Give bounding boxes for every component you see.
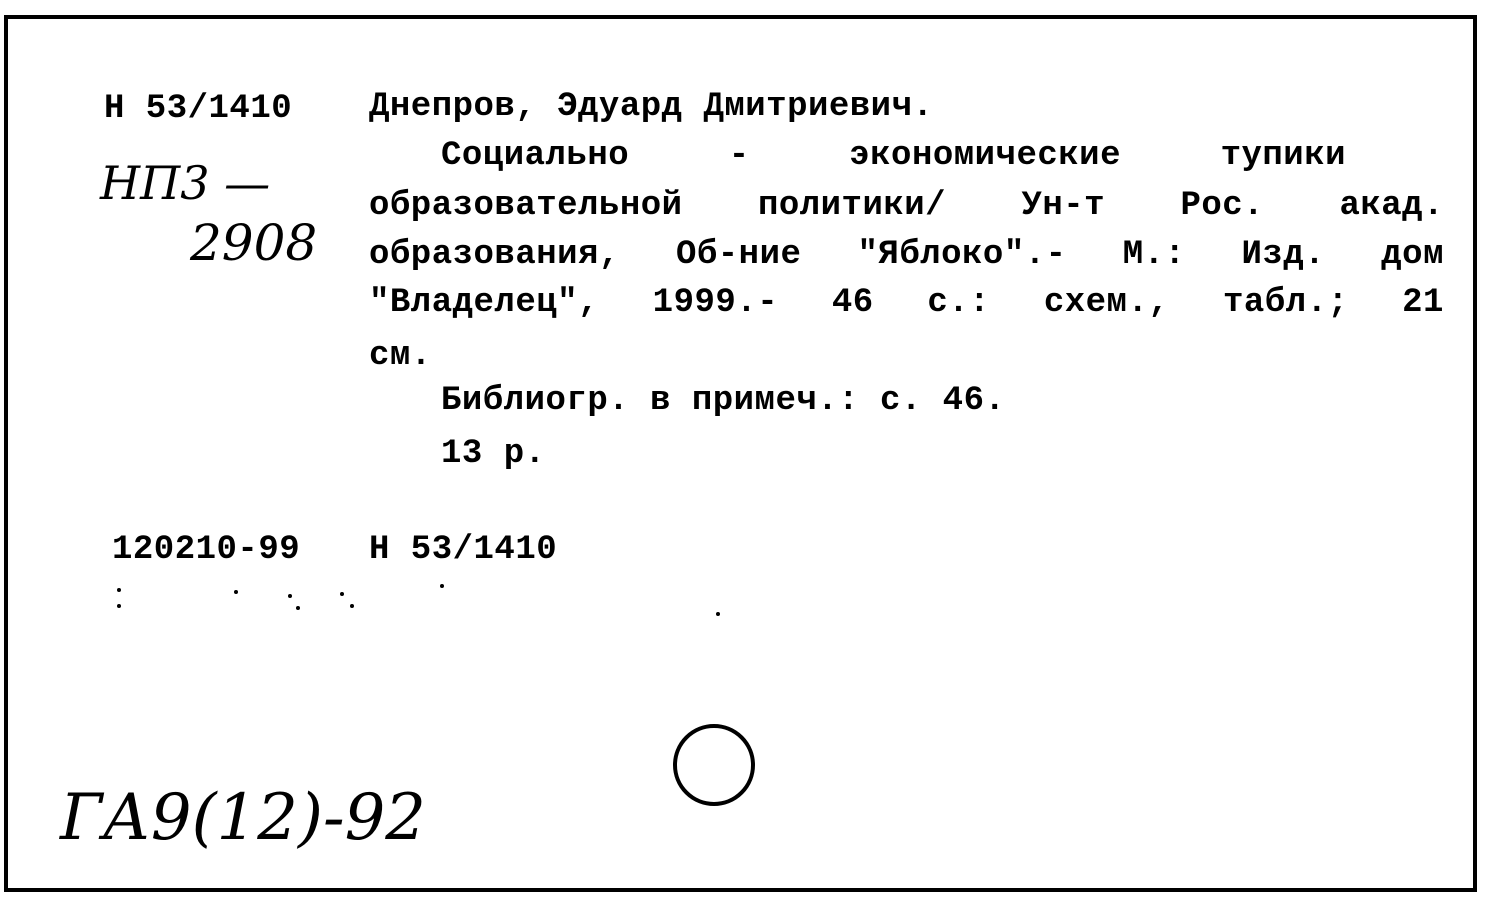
scan-speck bbox=[350, 604, 354, 608]
title-line-4: "Владелец", 1999.- 46 с.: схем., табл.; 21 bbox=[369, 284, 1444, 322]
handwritten-mark-bottom: ГА9(12)-92 bbox=[60, 781, 426, 855]
scan-speck bbox=[117, 588, 121, 592]
call-number-bottom: Н 53/1410 bbox=[369, 531, 558, 569]
punch-hole bbox=[673, 724, 755, 806]
title-line-2: образовательной политики/ Ун-т Рос. акад. bbox=[369, 187, 1444, 225]
bibliography-note: Библиогр. в примеч.: с. 46. bbox=[441, 382, 1006, 420]
scan-speck bbox=[716, 612, 720, 616]
author-heading: Днепров, Эдуард Дмитриевич. bbox=[369, 88, 934, 126]
handwritten-mark-number: 2908 bbox=[190, 214, 318, 272]
scan-speck bbox=[117, 604, 121, 608]
scan-speck bbox=[340, 592, 344, 596]
handwritten-mark-top: НП3 — bbox=[100, 156, 271, 210]
title-line-1: Социально - экономические тупики bbox=[441, 137, 1346, 175]
scan-speck bbox=[440, 584, 444, 588]
title-line-5: см. bbox=[369, 337, 432, 375]
accession-number: 120210-99 bbox=[112, 531, 301, 569]
scan-speck bbox=[234, 590, 238, 594]
call-number: Н 53/1410 bbox=[104, 90, 293, 128]
scan-speck bbox=[296, 606, 300, 610]
scan-speck bbox=[288, 594, 292, 598]
price: 13 р. bbox=[441, 435, 546, 473]
title-line-3: образования, Об-ние "Яблоко".- М.: Изд. дом bbox=[369, 236, 1444, 274]
